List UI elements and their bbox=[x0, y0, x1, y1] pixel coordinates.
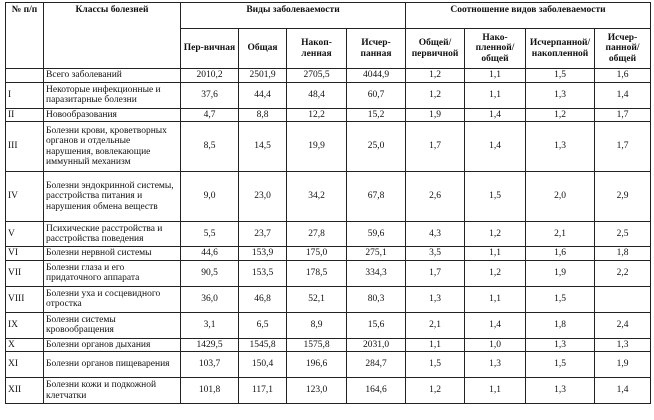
ratio-general-primary: 1,2 bbox=[406, 82, 465, 108]
ratio-exhaustive-general: 1,7 bbox=[595, 108, 651, 122]
ratio-exhaustive-general: 2,4 bbox=[595, 312, 651, 338]
value-general: 46,8 bbox=[239, 286, 287, 312]
subheader-ratio-exhaustive-general: Исчер-панной/общей bbox=[595, 29, 651, 69]
class-number: VIII bbox=[6, 286, 44, 312]
class-name: Болезни эндокринной системы, расстройства питания и нарушения обмена веществ bbox=[44, 172, 181, 222]
table-row bbox=[6, 82, 651, 108]
class-name: Болезни органов дыхания bbox=[44, 338, 181, 352]
value-accumulated: 1575,8 bbox=[287, 338, 347, 352]
value-accumulated: 2705,5 bbox=[287, 69, 347, 83]
ratio-exhaustive-general: 1,6 bbox=[595, 69, 651, 83]
class-number: III bbox=[6, 122, 44, 172]
value-general: 6,5 bbox=[239, 312, 287, 338]
value-exhaustive: 2031,0 bbox=[347, 338, 406, 352]
subheader-primary: Пер-вичная bbox=[181, 29, 239, 69]
ratio-exhaustive-accumulated: 1,3 bbox=[526, 338, 595, 352]
value-exhaustive: 59,6 bbox=[347, 222, 406, 247]
value-general: 2501,9 bbox=[239, 69, 287, 83]
value-general: 150,4 bbox=[239, 352, 287, 378]
ratio-exhaustive-general: 2,5 bbox=[595, 222, 651, 247]
ratio-accumulated-general: 1,1 bbox=[465, 378, 526, 404]
value-exhaustive: 4044,9 bbox=[347, 69, 406, 83]
subheader-exhaustive: Исчер-панная bbox=[347, 29, 406, 69]
class-number: I bbox=[6, 82, 44, 108]
ratio-exhaustive-general: 1,3 bbox=[595, 338, 651, 352]
ratio-exhaustive-general: 1,7 bbox=[595, 122, 651, 172]
table-row bbox=[6, 312, 651, 338]
ratio-exhaustive-accumulated: 1,8 bbox=[526, 312, 595, 338]
value-primary: 3,1 bbox=[181, 312, 239, 338]
value-exhaustive: 80,3 bbox=[347, 286, 406, 312]
value-accumulated: 123,0 bbox=[287, 378, 347, 404]
ratio-accumulated-general: 1,1 bbox=[465, 286, 526, 312]
ratio-exhaustive-accumulated: 1,5 bbox=[526, 69, 595, 83]
class-number bbox=[6, 69, 44, 83]
class-number: X bbox=[6, 338, 44, 352]
header-ratio: Соотношение видов заболеваемости bbox=[406, 3, 651, 29]
ratio-exhaustive-accumulated: 1,3 bbox=[526, 378, 595, 404]
class-name: Новообразования bbox=[44, 108, 181, 122]
value-primary: 8,5 bbox=[181, 122, 239, 172]
ratio-general-primary: 1,1 bbox=[406, 338, 465, 352]
class-number: XI bbox=[6, 352, 44, 378]
value-primary: 101,8 bbox=[181, 378, 239, 404]
value-accumulated: 27,8 bbox=[287, 222, 347, 247]
header-types: Виды заболеваемости bbox=[181, 3, 406, 29]
value-general: 44,4 bbox=[239, 82, 287, 108]
value-exhaustive: 284,7 bbox=[347, 352, 406, 378]
class-name: Всего заболеваний bbox=[44, 69, 181, 83]
value-general: 153,5 bbox=[239, 260, 287, 286]
class-name: Болезни органов пищеварения bbox=[44, 352, 181, 378]
subheader-general: Общая bbox=[239, 29, 287, 69]
class-name: Болезни уха и сосцевидного отростка bbox=[44, 286, 181, 312]
ratio-accumulated-general: 1,0 bbox=[465, 338, 526, 352]
table-row bbox=[6, 69, 651, 83]
table-row bbox=[6, 286, 651, 312]
class-number: IV bbox=[6, 172, 44, 222]
ratio-exhaustive-accumulated: 1,5 bbox=[526, 352, 595, 378]
subheader-ratio-accumulated-general: Нако-пленной/общей bbox=[465, 29, 526, 69]
value-general: 117,1 bbox=[239, 378, 287, 404]
class-name: Болезни нервной системы bbox=[44, 247, 181, 261]
ratio-general-primary: 1,7 bbox=[406, 122, 465, 172]
ratio-exhaustive-general: 2,2 bbox=[595, 260, 651, 286]
value-exhaustive: 334,3 bbox=[347, 260, 406, 286]
ratio-exhaustive-general: 1,4 bbox=[595, 378, 651, 404]
value-general: 8,8 bbox=[239, 108, 287, 122]
value-exhaustive: 164,6 bbox=[347, 378, 406, 404]
class-name: Некоторые инфекционные и паразитарные болезни bbox=[44, 82, 181, 108]
ratio-accumulated-general: 1,1 bbox=[465, 247, 526, 261]
ratio-exhaustive-accumulated: 1,2 bbox=[526, 108, 595, 122]
ratio-general-primary: 2,6 bbox=[406, 172, 465, 222]
value-accumulated: 178,5 bbox=[287, 260, 347, 286]
ratio-exhaustive-general: 2,9 bbox=[595, 172, 651, 222]
morbidity-table bbox=[5, 2, 651, 404]
class-number: IX bbox=[6, 312, 44, 338]
value-exhaustive: 60,7 bbox=[347, 82, 406, 108]
value-accumulated: 52,1 bbox=[287, 286, 347, 312]
ratio-general-primary: 1,7 bbox=[406, 260, 465, 286]
ratio-accumulated-general: 1,2 bbox=[465, 222, 526, 247]
class-number: XII bbox=[6, 378, 44, 404]
value-general: 153,9 bbox=[239, 247, 287, 261]
table-row bbox=[6, 338, 651, 352]
ratio-exhaustive-accumulated: 1,3 bbox=[526, 122, 595, 172]
ratio-exhaustive-accumulated: 1,5 bbox=[526, 286, 595, 312]
value-exhaustive: 275,1 bbox=[347, 247, 406, 261]
value-accumulated: 19,9 bbox=[287, 122, 347, 172]
class-name: Болезни системы кровообращения bbox=[44, 312, 181, 338]
ratio-general-primary: 1,5 bbox=[406, 352, 465, 378]
value-accumulated: 196,6 bbox=[287, 352, 347, 378]
ratio-exhaustive-accumulated: 1,3 bbox=[526, 82, 595, 108]
class-number: V bbox=[6, 222, 44, 247]
table-row bbox=[6, 247, 651, 261]
class-name: Психические расстройства и расстройства поведения bbox=[44, 222, 181, 247]
ratio-general-primary: 1,3 bbox=[406, 286, 465, 312]
class-name: Болезни кожи и подкожной клетчатки bbox=[44, 378, 181, 404]
header-num: № п/п bbox=[6, 3, 44, 69]
class-number: II bbox=[6, 108, 44, 122]
ratio-general-primary: 4,3 bbox=[406, 222, 465, 247]
ratio-accumulated-general: 1,1 bbox=[465, 82, 526, 108]
value-general: 1545,8 bbox=[239, 338, 287, 352]
value-primary: 44,6 bbox=[181, 247, 239, 261]
value-accumulated: 48,4 bbox=[287, 82, 347, 108]
ratio-accumulated-general: 1,4 bbox=[465, 108, 526, 122]
table-row bbox=[6, 108, 651, 122]
table-row bbox=[6, 352, 651, 378]
value-accumulated: 8,9 bbox=[287, 312, 347, 338]
class-number: VII bbox=[6, 260, 44, 286]
value-primary: 5,5 bbox=[181, 222, 239, 247]
ratio-accumulated-general: 1,4 bbox=[465, 312, 526, 338]
value-primary: 103,7 bbox=[181, 352, 239, 378]
subheader-ratio-exhaustive-accumulated: Исчерпанной/накопленной bbox=[526, 29, 595, 69]
ratio-accumulated-general: 1,5 bbox=[465, 172, 526, 222]
ratio-accumulated-general: 1,4 bbox=[465, 122, 526, 172]
ratio-exhaustive-general: 1,8 bbox=[595, 247, 651, 261]
value-primary: 4,7 bbox=[181, 108, 239, 122]
value-general: 23,7 bbox=[239, 222, 287, 247]
table-row bbox=[6, 260, 651, 286]
value-exhaustive: 67,8 bbox=[347, 172, 406, 222]
value-general: 14,5 bbox=[239, 122, 287, 172]
ratio-exhaustive-general: 1,9 bbox=[595, 352, 651, 378]
value-primary: 2010,2 bbox=[181, 69, 239, 83]
ratio-general-primary: 2,1 bbox=[406, 312, 465, 338]
value-exhaustive: 25,0 bbox=[347, 122, 406, 172]
ratio-exhaustive-general: 1,4 bbox=[595, 82, 651, 108]
table-row bbox=[6, 222, 651, 247]
value-accumulated: 34,2 bbox=[287, 172, 347, 222]
ratio-exhaustive-accumulated: 2,0 bbox=[526, 172, 595, 222]
subheader-accumulated: Накоп-ленная bbox=[287, 29, 347, 69]
value-primary: 37,6 bbox=[181, 82, 239, 108]
ratio-general-primary: 1,2 bbox=[406, 378, 465, 404]
subheader-ratio-general-primary: Общей/первичной bbox=[406, 29, 465, 69]
ratio-general-primary: 1,2 bbox=[406, 69, 465, 83]
value-general: 23,0 bbox=[239, 172, 287, 222]
value-accumulated: 12,2 bbox=[287, 108, 347, 122]
class-name: Болезни глаза и его придаточного аппарата bbox=[44, 260, 181, 286]
ratio-accumulated-general: 1,2 bbox=[465, 260, 526, 286]
ratio-general-primary: 1,9 bbox=[406, 108, 465, 122]
value-primary: 90,5 bbox=[181, 260, 239, 286]
class-name: Болезни крови, кроветворных органов и отдельные нарушения, вовлекающие иммунный механизм bbox=[44, 122, 181, 172]
header-classes: Классы болезней bbox=[44, 3, 181, 69]
ratio-accumulated-general: 1,1 bbox=[465, 69, 526, 83]
table-row bbox=[6, 378, 651, 404]
ratio-exhaustive-accumulated: 1,6 bbox=[526, 247, 595, 261]
ratio-exhaustive-general bbox=[595, 286, 651, 312]
value-exhaustive: 15,6 bbox=[347, 312, 406, 338]
value-primary: 1429,5 bbox=[181, 338, 239, 352]
class-number: VI bbox=[6, 247, 44, 261]
ratio-exhaustive-accumulated: 2,1 bbox=[526, 222, 595, 247]
value-exhaustive: 15,2 bbox=[347, 108, 406, 122]
ratio-exhaustive-accumulated: 1,9 bbox=[526, 260, 595, 286]
table-row bbox=[6, 172, 651, 222]
value-primary: 9,0 bbox=[181, 172, 239, 222]
value-primary: 36,0 bbox=[181, 286, 239, 312]
table-row bbox=[6, 122, 651, 172]
ratio-accumulated-general: 1,3 bbox=[465, 352, 526, 378]
value-accumulated: 175,0 bbox=[287, 247, 347, 261]
ratio-general-primary: 3,5 bbox=[406, 247, 465, 261]
